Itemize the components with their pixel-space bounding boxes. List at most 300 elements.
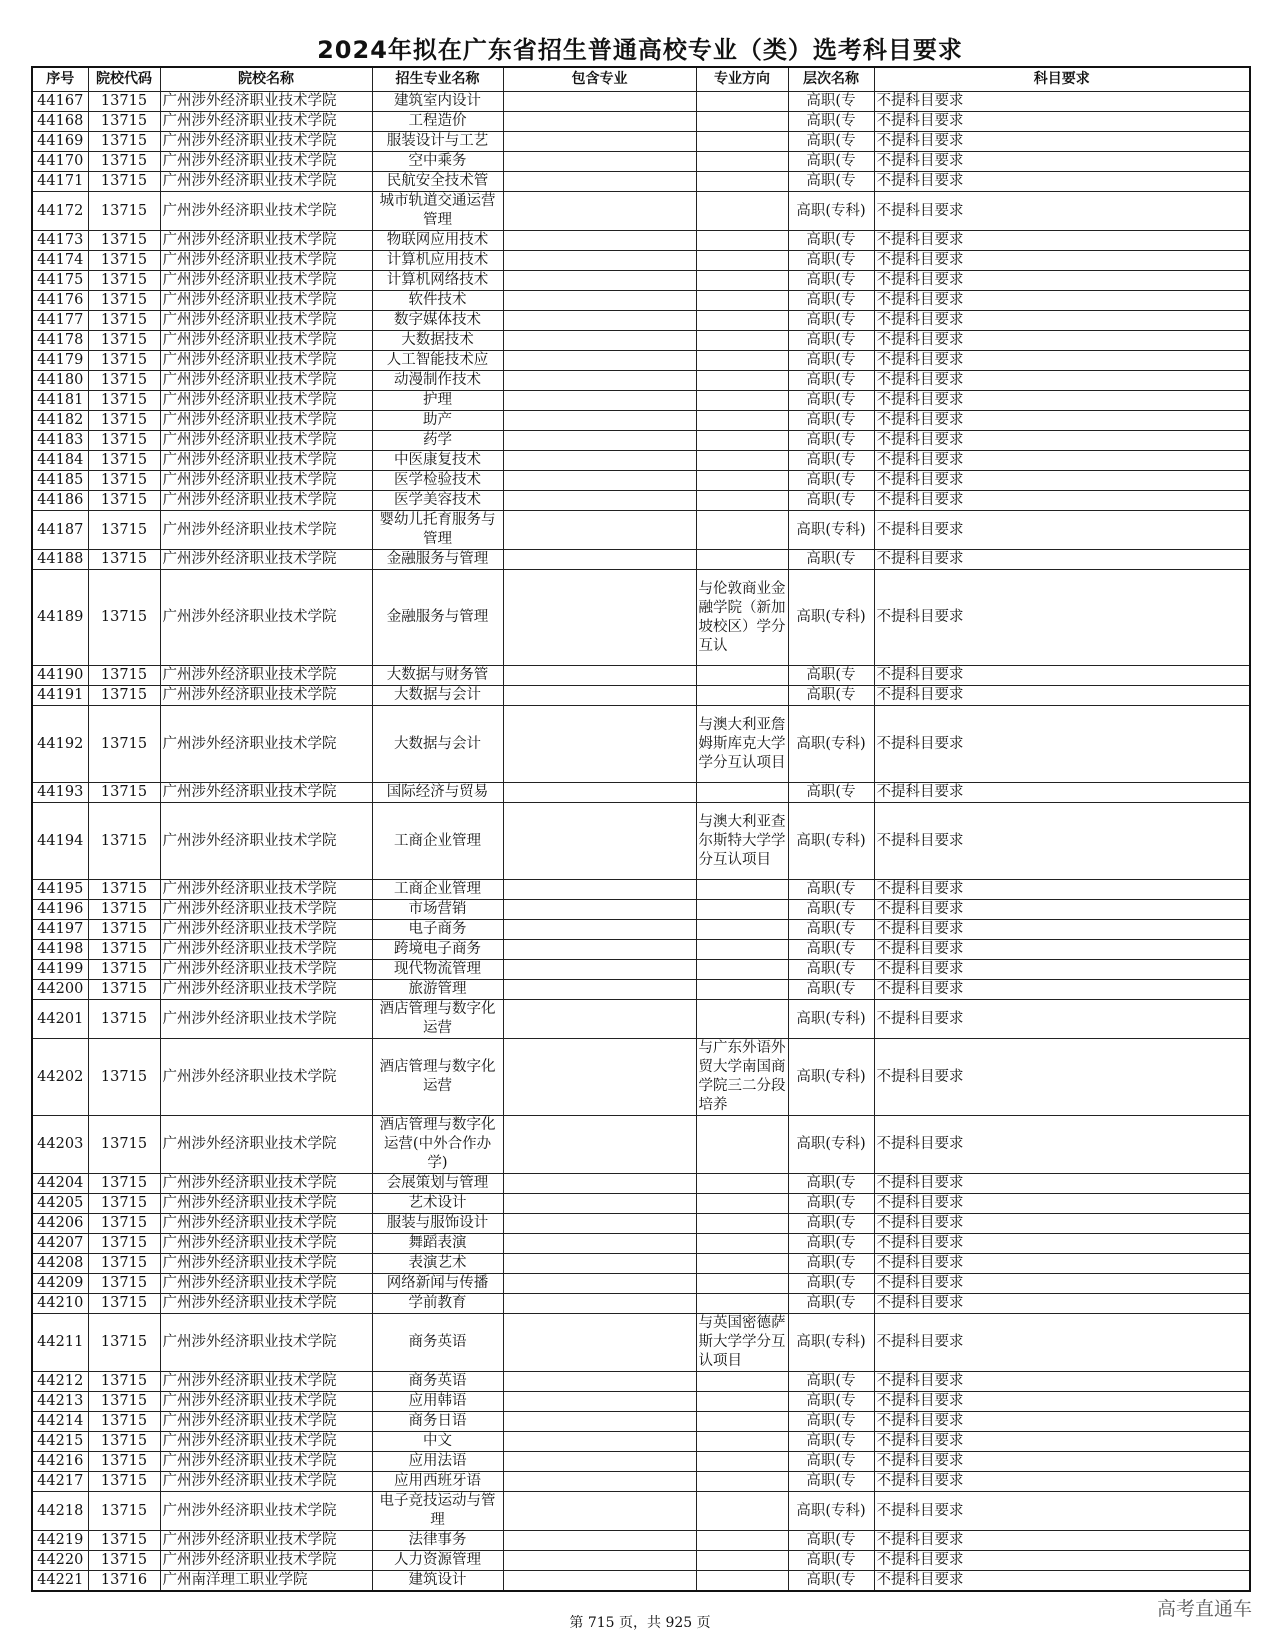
cell-major-direction [696,451,788,471]
cell-major-direction [696,192,788,231]
cell-id: 44196 [32,900,88,920]
cell-level: 高职(专 [788,251,874,271]
cell-included-majors [503,231,696,251]
cell-school-name: 广州涉外经济职业技术学院 [160,940,372,960]
cell-included-majors [503,1214,696,1234]
cell-level: 高职(专科) [788,803,874,880]
cell-major-name: 大数据与会计 [372,686,503,706]
table-row [32,192,1250,231]
cell-level: 高职(专 [788,371,874,391]
cell-school-name: 广州涉外经济职业技术学院 [160,471,372,491]
cell-level: 高职(专科) [788,1492,874,1531]
table-row [32,1452,1250,1472]
cell-major-direction [696,491,788,511]
cell-level: 高职(专 [788,1372,874,1392]
cell-id: 44217 [32,1472,88,1492]
cell-school-name: 广州涉外经济职业技术学院 [160,431,372,451]
table-row [32,940,1250,960]
cell-major-name: 商务英语 [372,1372,503,1392]
cell-subject-requirement: 不提科目要求 [874,1254,1250,1274]
cell-subject-requirement: 不提科目要求 [874,92,1250,112]
cell-level: 高职(专 [788,550,874,570]
cell-id: 44215 [32,1432,88,1452]
cell-id: 44193 [32,783,88,803]
cell-major-direction: 与伦敦商业金融学院（新加坡校区）学分互认 [696,570,788,666]
cell-subject-requirement: 不提科目要求 [874,1492,1250,1531]
cell-level: 高职(专 [788,1294,874,1314]
cell-id: 44179 [32,351,88,371]
cell-school-name: 广州涉外经济职业技术学院 [160,1000,372,1039]
cell-school-name: 广州涉外经济职业技术学院 [160,231,372,251]
cell-id: 44178 [32,331,88,351]
cell-major-direction [696,471,788,491]
table-row [32,1000,1250,1039]
cell-level: 高职(专科) [788,511,874,550]
cell-included-majors [503,920,696,940]
cell-school-code: 13715 [88,1314,160,1372]
cell-major-name: 电子竞技运动与管理 [372,1492,503,1531]
cell-level: 高职(专 [788,1551,874,1571]
cell-major-name: 数字媒体技术 [372,311,503,331]
cell-school-code: 13715 [88,1274,160,1294]
cell-subject-requirement: 不提科目要求 [874,1214,1250,1234]
cell-level: 高职(专 [788,331,874,351]
table-row [32,1472,1250,1492]
table-row [32,1372,1250,1392]
cell-major-direction [696,940,788,960]
cell-major-direction: 与澳大利亚查尔斯特大学学分互认项目 [696,803,788,880]
cell-major-name: 护理 [372,391,503,411]
cell-school-name: 广州涉外经济职业技术学院 [160,1432,372,1452]
cell-id: 44195 [32,880,88,900]
cell-id: 44203 [32,1116,88,1174]
cell-level: 高职(专 [788,880,874,900]
cell-subject-requirement: 不提科目要求 [874,471,1250,491]
cell-major-direction [696,251,788,271]
cell-id: 44213 [32,1392,88,1412]
cell-school-code: 13715 [88,803,160,880]
cell-included-majors [503,511,696,550]
cell-major-direction [696,550,788,570]
cell-subject-requirement: 不提科目要求 [874,1372,1250,1392]
cell-id: 44181 [32,391,88,411]
cell-subject-requirement: 不提科目要求 [874,371,1250,391]
table-row [32,351,1250,371]
cell-subject-requirement: 不提科目要求 [874,451,1250,471]
watermark-text: 高考直通车 [1156,1598,1252,1620]
cell-subject-requirement: 不提科目要求 [874,152,1250,172]
cell-id: 44190 [32,666,88,686]
cell-major-direction [696,666,788,686]
table-row [32,511,1250,550]
cell-level: 高职(专 [788,411,874,431]
cell-included-majors [503,431,696,451]
cell-school-code: 13715 [88,550,160,570]
cell-school-name: 广州涉外经济职业技术学院 [160,980,372,1000]
cell-major-name: 人力资源管理 [372,1551,503,1571]
cell-id: 44189 [32,570,88,666]
cell-major-direction [696,331,788,351]
cell-major-name: 中文 [372,1432,503,1452]
cell-school-code: 13715 [88,231,160,251]
cell-subject-requirement: 不提科目要求 [874,1274,1250,1294]
cell-level: 高职(专 [788,291,874,311]
cell-school-name: 广州涉外经济职业技术学院 [160,311,372,331]
cell-subject-requirement: 不提科目要求 [874,1234,1250,1254]
table-row [32,471,1250,491]
cell-school-name: 广州涉外经济职业技术学院 [160,1392,372,1412]
cell-level: 高职(专 [788,1234,874,1254]
cell-school-name: 广州涉外经济职业技术学院 [160,511,372,550]
table-row [32,251,1250,271]
cell-level: 高职(专 [788,1194,874,1214]
cell-level: 高职(专 [788,451,874,471]
cell-subject-requirement: 不提科目要求 [874,920,1250,940]
cell-major-direction [696,371,788,391]
cell-included-majors [503,1472,696,1492]
cell-subject-requirement: 不提科目要求 [874,511,1250,550]
cell-school-name: 广州涉外经济职业技术学院 [160,92,372,112]
cell-school-name: 广州南洋理工职业学院 [160,1571,372,1592]
cell-major-direction [696,1234,788,1254]
cell-id: 44175 [32,271,88,291]
cell-major-name: 大数据与财务管 [372,666,503,686]
cell-major-direction [696,231,788,251]
cell-included-majors [503,112,696,132]
cell-included-majors [503,900,696,920]
cell-included-majors [503,666,696,686]
cell-major-name: 计算机应用技术 [372,251,503,271]
cell-included-majors [503,940,696,960]
cell-id: 44185 [32,471,88,491]
cell-major-direction [696,1551,788,1571]
cell-level: 高职(专 [788,92,874,112]
cell-major-direction [696,1571,788,1592]
table-row [32,1551,1250,1571]
cell-included-majors [503,311,696,331]
cell-major-name: 工商企业管理 [372,880,503,900]
cell-school-code: 13715 [88,1531,160,1551]
cell-school-name: 广州涉外经济职业技术学院 [160,391,372,411]
cell-included-majors [503,880,696,900]
cell-level: 高职(专 [788,1571,874,1592]
cell-major-direction [696,960,788,980]
cell-major-name: 会展策划与管理 [372,1174,503,1194]
cell-school-code: 13715 [88,1234,160,1254]
cell-major-direction [696,152,788,172]
cell-included-majors [503,1116,696,1174]
cell-included-majors [503,1412,696,1432]
cell-subject-requirement: 不提科目要求 [874,550,1250,570]
cell-school-code: 13715 [88,92,160,112]
cell-level: 高职(专 [788,1392,874,1412]
cell-subject-requirement: 不提科目要求 [874,1194,1250,1214]
cell-included-majors [503,1039,696,1116]
cell-major-direction: 与广东外语外贸大学南国商学院三二分段培养 [696,1039,788,1116]
table-row [32,431,1250,451]
cell-major-name: 表演艺术 [372,1254,503,1274]
cell-school-name: 广州涉外经济职业技术学院 [160,192,372,231]
cell-school-code: 13715 [88,1432,160,1452]
cell-school-code: 13715 [88,1472,160,1492]
cell-subject-requirement: 不提科目要求 [874,391,1250,411]
cell-school-code: 13715 [88,706,160,783]
cell-id: 44183 [32,431,88,451]
cell-school-code: 13715 [88,411,160,431]
cell-major-direction [696,1531,788,1551]
cell-included-majors [503,706,696,783]
cell-level: 高职(专 [788,940,874,960]
cell-school-name: 广州涉外经济职业技术学院 [160,1039,372,1116]
cell-subject-requirement: 不提科目要求 [874,1551,1250,1571]
table-row [32,686,1250,706]
table-row [32,803,1250,880]
cell-included-majors [503,351,696,371]
cell-included-majors [503,152,696,172]
cell-major-direction [696,783,788,803]
cell-major-name: 现代物流管理 [372,960,503,980]
cell-subject-requirement: 不提科目要求 [874,311,1250,331]
cell-major-name: 金融服务与管理 [372,550,503,570]
cell-id: 44199 [32,960,88,980]
cell-major-direction [696,1492,788,1531]
cell-school-name: 广州涉外经济职业技术学院 [160,570,372,666]
cell-level: 高职(专 [788,686,874,706]
cell-school-name: 广州涉外经济职业技术学院 [160,132,372,152]
cell-level: 高职(专科) [788,1314,874,1372]
cell-major-name: 计算机网络技术 [372,271,503,291]
cell-level: 高职(专 [788,351,874,371]
cell-level: 高职(专 [788,311,874,331]
table-row [32,1234,1250,1254]
cell-school-code: 13715 [88,880,160,900]
cell-id: 44173 [32,231,88,251]
cell-school-name: 广州涉外经济职业技术学院 [160,880,372,900]
cell-school-name: 广州涉外经济职业技术学院 [160,783,372,803]
cell-school-code: 13715 [88,451,160,471]
cell-school-code: 13715 [88,391,160,411]
cell-school-code: 13716 [88,1571,160,1592]
cell-id: 44198 [32,940,88,960]
cell-major-name: 建筑室内设计 [372,92,503,112]
cell-school-name: 广州涉外经济职业技术学院 [160,1314,372,1372]
cell-school-code: 13715 [88,371,160,391]
cell-major-direction [696,411,788,431]
cell-included-majors [503,271,696,291]
cell-school-name: 广州涉外经济职业技术学院 [160,686,372,706]
cell-major-name: 酒店管理与数字化运营 [372,1000,503,1039]
cell-major-name: 大数据技术 [372,331,503,351]
requirements-table [31,66,1251,1592]
cell-major-direction [696,980,788,1000]
cell-school-code: 13715 [88,1000,160,1039]
cell-major-name: 服装设计与工艺 [372,132,503,152]
table-body [32,92,1250,1592]
cell-school-name: 广州涉外经济职业技术学院 [160,152,372,172]
table-row [32,880,1250,900]
header-school-name: 院校名称 [160,67,372,92]
cell-subject-requirement: 不提科目要求 [874,1432,1250,1452]
cell-major-name: 电子商务 [372,920,503,940]
cell-school-name: 广州涉外经济职业技术学院 [160,1492,372,1531]
cell-school-code: 13715 [88,1492,160,1531]
cell-id: 44177 [32,311,88,331]
cell-school-name: 广州涉外经济职业技术学院 [160,1174,372,1194]
table-row [32,1194,1250,1214]
cell-level: 高职(专 [788,960,874,980]
table-row [32,1531,1250,1551]
cell-school-code: 13715 [88,900,160,920]
table-row [32,960,1250,980]
table-row [32,1254,1250,1274]
cell-school-code: 13715 [88,511,160,550]
table-row [32,92,1250,112]
cell-school-code: 13715 [88,112,160,132]
table-row [32,451,1250,471]
cell-id: 44172 [32,192,88,231]
cell-school-code: 13715 [88,920,160,940]
cell-major-direction [696,431,788,451]
cell-major-name: 空中乘务 [372,152,503,172]
cell-major-name: 法律事务 [372,1531,503,1551]
table-row [32,491,1250,511]
cell-school-name: 广州涉外经济职业技术学院 [160,900,372,920]
cell-id: 44168 [32,112,88,132]
cell-included-majors [503,1531,696,1551]
cell-school-name: 广州涉外经济职业技术学院 [160,331,372,351]
cell-major-name: 服装与服饰设计 [372,1214,503,1234]
cell-school-name: 广州涉外经济职业技术学院 [160,1452,372,1472]
cell-id: 44202 [32,1039,88,1116]
cell-major-direction [696,1294,788,1314]
cell-level: 高职(专 [788,271,874,291]
cell-major-direction [696,112,788,132]
table-row [32,1116,1250,1174]
cell-included-majors [503,471,696,491]
cell-id: 44194 [32,803,88,880]
cell-id: 44201 [32,1000,88,1039]
cell-school-name: 广州涉外经济职业技术学院 [160,271,372,291]
cell-included-majors [503,1174,696,1194]
cell-major-name: 学前教育 [372,1294,503,1314]
cell-included-majors [503,411,696,431]
cell-school-code: 13715 [88,431,160,451]
cell-id: 44204 [32,1174,88,1194]
table-row [32,1174,1250,1194]
table-row [32,1214,1250,1234]
cell-subject-requirement: 不提科目要求 [874,192,1250,231]
cell-school-code: 13715 [88,192,160,231]
cell-level: 高职(专 [788,783,874,803]
cell-major-direction [696,1392,788,1412]
cell-major-name: 药学 [372,431,503,451]
cell-school-name: 广州涉外经济职业技术学院 [160,411,372,431]
cell-included-majors [503,1234,696,1254]
cell-id: 44214 [32,1412,88,1432]
cell-subject-requirement: 不提科目要求 [874,1472,1250,1492]
cell-school-code: 13715 [88,1392,160,1412]
cell-major-direction [696,880,788,900]
cell-school-name: 广州涉外经济职业技术学院 [160,1234,372,1254]
cell-id: 44205 [32,1194,88,1214]
cell-major-direction [696,132,788,152]
cell-id: 44192 [32,706,88,783]
cell-id: 44171 [32,172,88,192]
cell-subject-requirement: 不提科目要求 [874,1392,1250,1412]
cell-included-majors [503,172,696,192]
cell-school-name: 广州涉外经济职业技术学院 [160,550,372,570]
cell-major-name: 国际经济与贸易 [372,783,503,803]
table-row [32,411,1250,431]
cell-id: 44220 [32,1551,88,1571]
table-row [32,1492,1250,1531]
cell-major-direction: 与澳大利亚詹姆斯库克大学学分互认项目 [696,706,788,783]
cell-school-code: 13715 [88,271,160,291]
cell-major-direction [696,1174,788,1194]
table-row [32,1274,1250,1294]
table-row [32,331,1250,351]
header-school-code: 院校代码 [88,67,160,92]
table-row [32,1039,1250,1116]
cell-subject-requirement: 不提科目要求 [874,331,1250,351]
cell-major-name: 酒店管理与数字化运营(中外合作办学) [372,1116,503,1174]
cell-major-name: 金融服务与管理 [372,570,503,666]
cell-level: 高职(专 [788,980,874,1000]
table-row [32,311,1250,331]
cell-major-direction [696,351,788,371]
cell-subject-requirement: 不提科目要求 [874,1000,1250,1039]
cell-level: 高职(专 [788,231,874,251]
table-row [32,1392,1250,1412]
cell-included-majors [503,451,696,471]
cell-subject-requirement: 不提科目要求 [874,271,1250,291]
header-included-majors: 包含专业 [503,67,696,92]
table-row [32,291,1250,311]
cell-level: 高职(专 [788,431,874,451]
cell-id: 44182 [32,411,88,431]
cell-major-name: 助产 [372,411,503,431]
table-row [32,706,1250,783]
table-row [32,132,1250,152]
cell-major-name: 大数据与会计 [372,706,503,783]
table-row [32,550,1250,570]
cell-level: 高职(专 [788,132,874,152]
cell-school-name: 广州涉外经济职业技术学院 [160,920,372,940]
cell-school-code: 13715 [88,686,160,706]
cell-major-name: 医学美容技术 [372,491,503,511]
table-row [32,980,1250,1000]
cell-school-code: 13715 [88,251,160,271]
cell-id: 44191 [32,686,88,706]
table-row [32,1432,1250,1452]
cell-major-name: 酒店管理与数字化运营 [372,1039,503,1116]
cell-included-majors [503,371,696,391]
page-title: 2024年拟在广东省招生普通高校专业（类）选考科目要求 [317,36,963,64]
cell-subject-requirement: 不提科目要求 [874,1452,1250,1472]
cell-school-name: 广州涉外经济职业技术学院 [160,1254,372,1274]
cell-major-name: 建筑设计 [372,1571,503,1592]
cell-subject-requirement: 不提科目要求 [874,570,1250,666]
cell-id: 44186 [32,491,88,511]
cell-included-majors [503,331,696,351]
cell-major-name: 人工智能技术应 [372,351,503,371]
cell-major-direction [696,511,788,550]
cell-school-code: 13715 [88,1194,160,1214]
cell-level: 高职(专 [788,1174,874,1194]
cell-school-code: 13715 [88,331,160,351]
cell-major-direction [696,686,788,706]
cell-subject-requirement: 不提科目要求 [874,686,1250,706]
